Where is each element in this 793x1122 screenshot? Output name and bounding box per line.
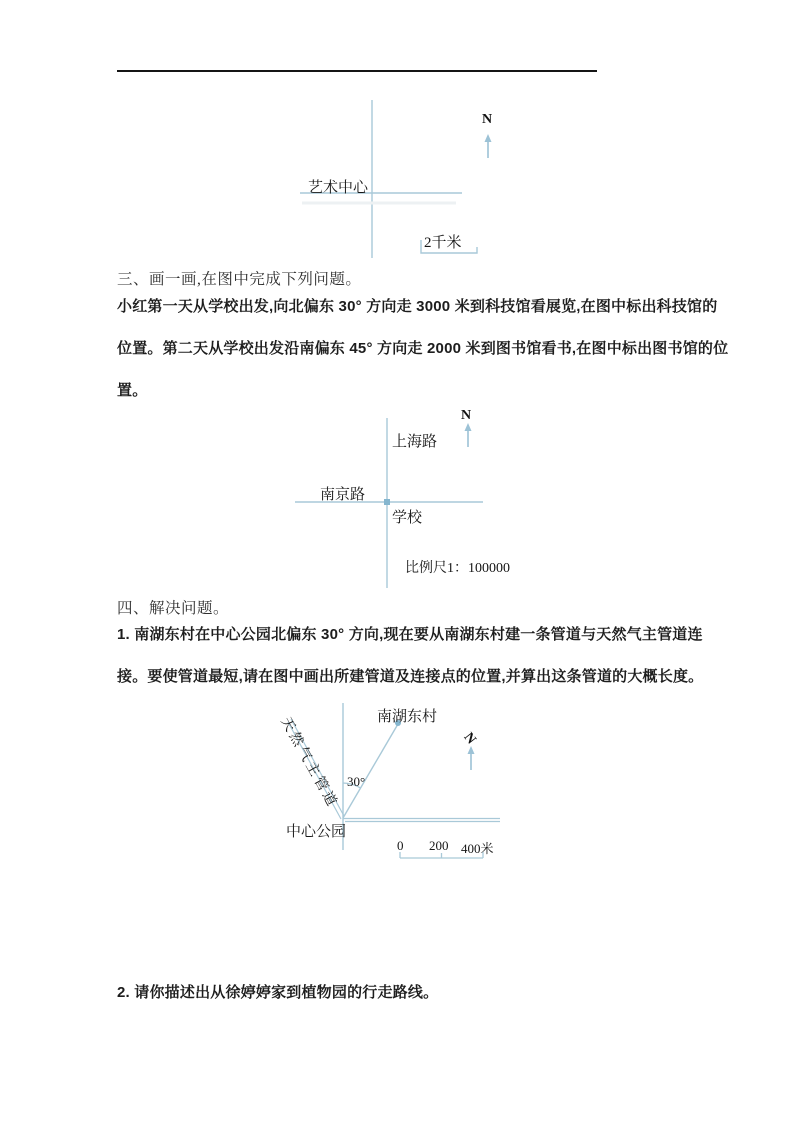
section3-line3: 置。	[117, 382, 148, 399]
question2-text: 2. 请你描述出从徐婷婷家到植物园的行走路线。	[117, 984, 439, 1001]
scale-tick-400: 400米	[461, 841, 494, 856]
village-label: 南湖东村	[377, 709, 438, 725]
question1-line1: 1. 南湖东村在中心公园北偏东 30° 方向,现在要从南湖东村建一条管道与天然气主管道连	[117, 626, 703, 643]
north-arrow-icon	[468, 746, 475, 770]
section4-heading: 四、解决问题。	[117, 600, 230, 617]
art-center-label: 艺术中心	[308, 180, 369, 196]
question1-line2: 接。要使管道最短,请在图中画出所建管道及连接点的位置,并算出这条管道的大概长度。	[117, 668, 704, 685]
north-arrow-icon	[485, 134, 492, 158]
section3-heading: 三、画一画,在图中完成下列问题。	[117, 271, 362, 288]
scale-label: 2千米	[424, 235, 462, 251]
shanghai-road-label: 上海路	[392, 434, 438, 450]
nanjing-road-label: 南京路	[320, 487, 366, 503]
top-rule	[117, 70, 597, 72]
north-letter: N	[460, 730, 479, 748]
north-label	[460, 730, 479, 748]
school-label: 学校	[392, 510, 423, 526]
angle-label: 30°	[347, 774, 366, 789]
north-arrow-icon	[465, 423, 472, 447]
pipeline-label: 天然气主管道	[277, 714, 340, 812]
scale-tick-0: 0	[397, 838, 404, 853]
map-scale-label: 比例尺1：100000	[405, 561, 510, 576]
north-label: N	[482, 112, 493, 127]
village-direction-line	[343, 724, 398, 818]
scale-tick-200: 200	[429, 838, 449, 853]
intersection-dot	[384, 499, 390, 505]
central-park-label: 中心公园	[286, 824, 347, 840]
section3-line1: 小红第一天从学校出发,向北偏东 30° 方向走 3000 米到科技馆看展览,在图中标出科技馆的	[117, 298, 718, 315]
north-label: N	[461, 408, 472, 423]
section3-line2: 位置。第二天从学校出发沿南偏东 45° 方向走 2000 米到图书馆看书,在图中标出图书馆的位	[117, 340, 729, 357]
road-double-line	[343, 819, 500, 822]
